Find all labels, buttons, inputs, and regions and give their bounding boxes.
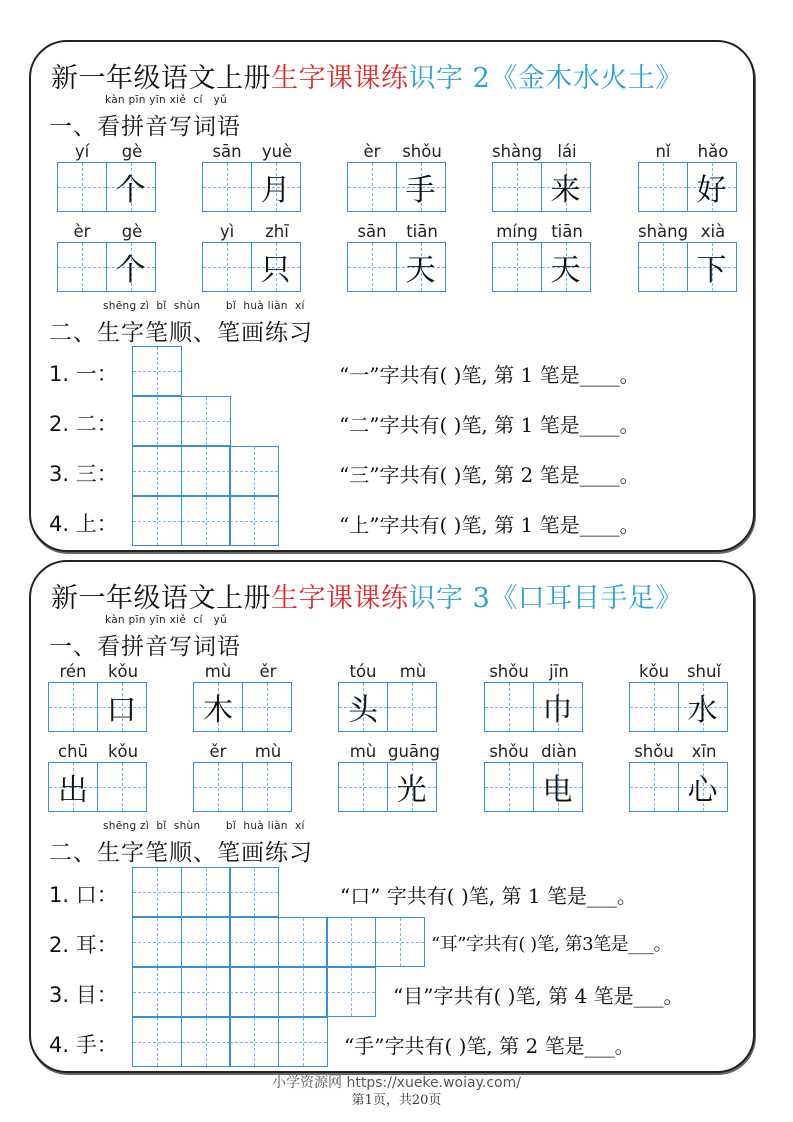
- writing-cell[interactable]: [638, 242, 688, 292]
- word-item: [347, 142, 447, 212]
- writing-cell[interactable]: [347, 242, 397, 292]
- writing-cell[interactable]: [181, 496, 231, 546]
- char: [339, 763, 387, 811]
- pinyin: shǒu: [489, 742, 529, 761]
- title-lesson: 识字 2《金木水火土》: [408, 63, 683, 94]
- char: 心: [687, 773, 718, 808]
- char: 个: [115, 173, 146, 208]
- pinyin: mù: [399, 662, 427, 681]
- stroke-question: “手”字共有( )笔, 第 2 笔是___。: [344, 1034, 635, 1058]
- writing-cell[interactable]: [278, 917, 328, 967]
- char: 天: [405, 253, 436, 288]
- pinyin: nǐ: [655, 142, 671, 161]
- word-item: [338, 662, 438, 732]
- char: [203, 243, 251, 291]
- char: [58, 163, 106, 211]
- pinyin: jīn: [549, 662, 569, 681]
- stroke-question: “目”字共有( )笔, 第 4 笔是___。: [393, 984, 684, 1008]
- writing-cell[interactable]: [57, 242, 107, 292]
- writing-cell[interactable]: [629, 762, 679, 812]
- pinyin: ěr: [259, 662, 277, 681]
- section2-heading: 二、生字笔顺、笔画练习: [49, 320, 313, 346]
- char: [243, 683, 291, 731]
- section1-pinyin: kàn pīn yīn xiě cí yǔ: [105, 614, 228, 626]
- writing-cell[interactable]: [687, 242, 737, 292]
- word-item: [338, 742, 438, 812]
- title-lesson: 识字 3《口耳目手足》: [408, 583, 683, 614]
- writing-cell[interactable]: [251, 242, 301, 292]
- writing-cell[interactable]: [132, 496, 182, 546]
- char: 出: [58, 773, 88, 808]
- writing-cell[interactable]: [132, 967, 182, 1017]
- stroke-label: 4. 上：: [49, 512, 118, 536]
- pinyin: xīn: [691, 742, 717, 761]
- pinyin: tiān: [406, 222, 438, 241]
- writing-cell[interactable]: [541, 242, 591, 292]
- word-item: [57, 142, 157, 212]
- char: 头: [348, 693, 378, 728]
- stroke-row: [31, 867, 753, 917]
- pinyin: yí: [74, 142, 90, 161]
- writing-cell[interactable]: [387, 682, 437, 732]
- stroke-label: 3. 目：: [49, 983, 118, 1007]
- pinyin: shàng: [492, 142, 543, 161]
- char: [485, 683, 533, 731]
- word-item: [48, 662, 148, 732]
- char: [630, 763, 678, 811]
- char: 只: [260, 253, 291, 288]
- word-item: [48, 742, 148, 812]
- writing-cell[interactable]: [132, 346, 182, 396]
- writing-cell[interactable]: [387, 762, 437, 812]
- writing-cell[interactable]: [97, 682, 147, 732]
- writing-cell[interactable]: [48, 682, 98, 732]
- char: [639, 243, 687, 291]
- stroke-row: [31, 396, 753, 446]
- pinyin: rén: [59, 662, 87, 681]
- stroke-row: [31, 346, 753, 396]
- pinyin: mù: [254, 742, 282, 761]
- writing-cell[interactable]: [338, 682, 388, 732]
- char: 月: [260, 173, 291, 208]
- footer-site: 小学资源网 https://xueke.woiay.com/: [272, 1075, 521, 1091]
- pinyin: zhī: [265, 222, 289, 241]
- char: 来: [550, 173, 581, 208]
- writing-cell[interactable]: [181, 967, 231, 1017]
- char: [194, 763, 242, 811]
- writing-cell[interactable]: [242, 682, 292, 732]
- char: [388, 683, 436, 731]
- pinyin: mù: [349, 742, 377, 761]
- writing-cell[interactable]: [97, 762, 147, 812]
- stroke-row: [31, 917, 753, 967]
- stroke-label: 4. 手：: [49, 1033, 118, 1057]
- word-item: [638, 222, 738, 292]
- char: 光: [396, 773, 427, 808]
- word-item: [638, 142, 738, 212]
- writing-cell[interactable]: [181, 1017, 231, 1067]
- writing-cell[interactable]: [193, 762, 243, 812]
- stroke-label: 2. 耳：: [49, 933, 118, 957]
- writing-cell[interactable]: [492, 242, 542, 292]
- writing-cell[interactable]: [181, 396, 231, 446]
- pinyin: yì: [219, 222, 235, 241]
- stroke-question: “三”字共有( )笔, 第 2 笔是____。: [339, 463, 640, 487]
- writing-cell[interactable]: [638, 162, 688, 212]
- pinyin: shǒu: [634, 742, 674, 761]
- word-item: [57, 222, 157, 292]
- writing-cell[interactable]: [193, 682, 243, 732]
- lesson-title: [51, 56, 683, 95]
- stroke-label: 3. 三：: [49, 462, 118, 486]
- word-item: [629, 662, 729, 732]
- char: [639, 163, 687, 211]
- writing-cell[interactable]: [484, 682, 534, 732]
- char: [493, 163, 541, 211]
- writing-cell[interactable]: [229, 917, 279, 967]
- writing-cell[interactable]: [251, 162, 301, 212]
- lesson-title: [51, 576, 683, 615]
- char: 水: [687, 693, 718, 728]
- char: 天: [550, 253, 581, 288]
- stroke-row: [31, 967, 753, 1017]
- pinyin: míng: [496, 222, 538, 241]
- writing-cell[interactable]: [338, 762, 388, 812]
- pinyin: shàng: [638, 222, 689, 241]
- writing-cell[interactable]: [132, 396, 182, 446]
- pinyin: mù: [204, 662, 232, 681]
- pinyin: gè: [121, 142, 143, 161]
- writing-cell[interactable]: [57, 162, 107, 212]
- stroke-label: 1. 口：: [49, 883, 118, 907]
- char: 口: [106, 693, 137, 728]
- writing-cell[interactable]: [278, 967, 328, 1017]
- writing-cell[interactable]: [678, 682, 728, 732]
- pinyin: hǎo: [697, 142, 729, 161]
- char: [243, 763, 291, 811]
- pinyin: tiān: [551, 222, 583, 241]
- writing-cell[interactable]: [229, 967, 279, 1017]
- stroke-question: “二”字共有( )笔, 第 1 笔是____。: [339, 413, 640, 437]
- pinyin: chū: [58, 742, 88, 761]
- pinyin: gè: [121, 222, 143, 241]
- title-grade: 新一年级语文上册: [51, 583, 271, 614]
- char: [58, 243, 106, 291]
- writing-cell[interactable]: [347, 162, 397, 212]
- char: [49, 683, 97, 731]
- char: [348, 163, 396, 211]
- stroke-label: 2. 二：: [49, 412, 118, 436]
- pinyin: guāng: [388, 742, 440, 761]
- writing-cell[interactable]: [326, 967, 376, 1017]
- writing-cell[interactable]: [541, 162, 591, 212]
- word-item: [492, 222, 592, 292]
- writing-cell[interactable]: [533, 762, 583, 812]
- word-item: [484, 742, 584, 812]
- writing-cell[interactable]: [278, 1017, 328, 1067]
- char: 巾: [542, 693, 573, 728]
- writing-cell[interactable]: [181, 446, 231, 496]
- section1-heading: 一、看拼音写词语: [49, 634, 241, 660]
- char: 下: [696, 253, 727, 288]
- writing-cell[interactable]: [492, 162, 542, 212]
- stroke-row: [31, 496, 753, 546]
- stroke-label: 1. 一：: [49, 362, 118, 386]
- pinyin: ěr: [209, 742, 227, 761]
- writing-cell[interactable]: [181, 867, 231, 917]
- section2-heading: 二、生字笔顺、笔画练习: [49, 840, 313, 866]
- stroke-question: “上”字共有( )笔, 第 1 笔是____。: [339, 513, 640, 537]
- writing-cell[interactable]: [629, 682, 679, 732]
- pinyin: shǒu: [489, 662, 529, 681]
- writing-cell[interactable]: [202, 162, 252, 212]
- pinyin: sān: [212, 142, 242, 161]
- pinyin: diàn: [541, 742, 577, 761]
- title-practice: 生字课课练: [271, 63, 409, 94]
- word-item: [484, 662, 584, 732]
- word-item: [347, 222, 447, 292]
- char: [630, 683, 678, 731]
- section2-pinyin: shēng zì bǐ shùn bǐ huà liàn xí: [103, 820, 305, 832]
- stroke-question: “一”字共有( )笔, 第 1 笔是____。: [339, 363, 640, 387]
- word-item: [202, 222, 302, 292]
- pinyin: yuè: [261, 142, 293, 161]
- pinyin: shǒu: [402, 142, 442, 161]
- writing-cell[interactable]: [229, 496, 279, 546]
- writing-cell[interactable]: [106, 242, 156, 292]
- char: [98, 763, 146, 811]
- stroke-question: “口” 字共有( )笔, 第 1 笔是___。: [340, 884, 637, 908]
- writing-cell[interactable]: [229, 446, 279, 496]
- writing-cell[interactable]: [242, 762, 292, 812]
- writing-cell[interactable]: [396, 162, 446, 212]
- char: 木: [203, 693, 233, 728]
- footer-page-number: 第1页，共20页: [351, 1093, 442, 1108]
- writing-cell[interactable]: [484, 762, 534, 812]
- pinyin: èr: [363, 142, 381, 161]
- stroke-question: “耳”字共有( )笔, 第3笔是___。: [431, 934, 672, 955]
- word-item: [492, 142, 592, 212]
- writing-cell[interactable]: [132, 867, 182, 917]
- stroke-row: [31, 446, 753, 496]
- section1-pinyin: kàn pīn yīn xiě cí yǔ: [105, 94, 228, 106]
- pinyin: xià: [700, 222, 726, 241]
- writing-cell[interactable]: [687, 162, 737, 212]
- char: 手: [405, 173, 436, 208]
- pinyin: shuǐ: [686, 662, 722, 681]
- writing-cell[interactable]: [533, 682, 583, 732]
- writing-cell[interactable]: [375, 917, 425, 967]
- writing-cell[interactable]: [48, 762, 98, 812]
- pinyin: èr: [73, 222, 91, 241]
- char: 好: [696, 173, 727, 208]
- section2-pinyin: shēng zì bǐ shùn bǐ huà liàn xí: [103, 300, 305, 312]
- char: [485, 763, 533, 811]
- writing-cell[interactable]: [396, 242, 446, 292]
- pinyin: kǒu: [107, 742, 139, 761]
- writing-cell[interactable]: [202, 242, 252, 292]
- writing-cell[interactable]: [132, 1017, 182, 1067]
- pinyin: sān: [357, 222, 387, 241]
- char: [203, 163, 251, 211]
- writing-cell[interactable]: [106, 162, 156, 212]
- word-item: [202, 142, 302, 212]
- writing-cell[interactable]: [678, 762, 728, 812]
- section1-heading: 一、看拼音写词语: [49, 114, 241, 140]
- word-item: [193, 662, 293, 732]
- writing-cell[interactable]: [229, 867, 279, 917]
- stroke-row: [31, 1017, 753, 1067]
- char: 个: [115, 253, 146, 288]
- writing-cell[interactable]: [132, 917, 182, 967]
- word-item: [193, 742, 293, 812]
- writing-cell[interactable]: [132, 446, 182, 496]
- lesson-card-1: [29, 40, 755, 552]
- char: [493, 243, 541, 291]
- lesson-card-2: [29, 560, 755, 1073]
- title-practice: 生字课课练: [271, 583, 409, 614]
- pinyin: tóu: [349, 662, 377, 681]
- pinyin: kǒu: [107, 662, 139, 681]
- writing-cell[interactable]: [181, 917, 231, 967]
- title-grade: 新一年级语文上册: [51, 63, 271, 94]
- word-item: [629, 742, 729, 812]
- pinyin: kǒu: [638, 662, 670, 681]
- pinyin: lái: [557, 142, 577, 161]
- writing-cell[interactable]: [229, 1017, 279, 1067]
- char: 电: [542, 773, 573, 808]
- char: [348, 243, 396, 291]
- writing-cell[interactable]: [326, 917, 376, 967]
